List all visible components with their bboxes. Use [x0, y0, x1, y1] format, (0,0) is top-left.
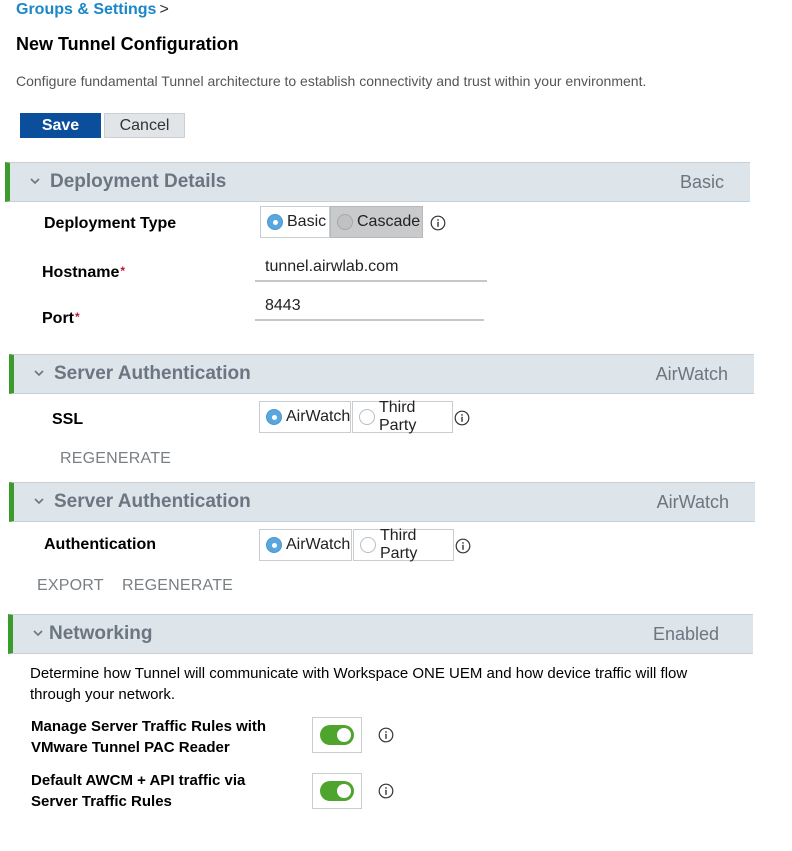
required-marker: * [75, 310, 80, 324]
port-input[interactable] [255, 293, 484, 321]
radio-unselected-icon [360, 537, 376, 553]
awcm-api-toggle-container [312, 773, 362, 809]
section-status: Enabled [652, 623, 719, 644]
breadcrumb [16, 1, 169, 19]
pac-reader-toggle[interactable] [320, 725, 354, 745]
section-header-networking[interactable] [8, 614, 753, 654]
section-status: AirWatch [656, 491, 729, 512]
breadcrumb-separator: > [159, 1, 169, 18]
regenerate-ssl-button[interactable]: REGENERATE [60, 450, 172, 467]
radio-label: Basic [287, 213, 327, 230]
radio-selected-icon [266, 537, 282, 553]
chevron-down-icon [32, 366, 46, 380]
pac-reader-toggle-container [312, 717, 362, 753]
radio-unselected-icon [359, 409, 375, 425]
radio-label: Cascade [357, 213, 421, 230]
ssl-label: SSL [52, 411, 84, 428]
toggle-label-pac-reader: Manage Server Traffic Rules with VMware Tunnel PAC Reader [31, 718, 267, 756]
info-icon[interactable] [455, 538, 471, 554]
breadcrumb-link-groups-settings[interactable]: Groups & Settings [16, 1, 157, 18]
info-icon[interactable] [378, 727, 394, 743]
radio-selected-icon [266, 409, 282, 425]
radio-label: AirWatch [286, 536, 351, 553]
radio-unselected-icon [337, 214, 353, 230]
radio-label: Third Party [380, 527, 418, 562]
radio-auth-airwatch[interactable] [259, 529, 352, 561]
radio-ssl-airwatch[interactable] [259, 401, 351, 433]
toggle-label-awcm-api: Default AWCM + API traffic via Server Traffic Rules [31, 772, 246, 810]
port-label: Port* [42, 310, 80, 327]
chevron-down-icon [28, 174, 42, 188]
deployment-type-label: Deployment Type [44, 215, 177, 232]
required-marker: * [120, 264, 126, 278]
networking-description: Determine how Tunnel will communicate with Workspace ONE UEM and how device traffic will flow through your network. [30, 665, 688, 703]
section-title: Server Authentication [54, 491, 251, 512]
chevron-down-icon [32, 494, 46, 508]
radio-ssl-third-party[interactable] [352, 401, 453, 433]
section-title: Deployment Details [50, 171, 227, 192]
awcm-api-toggle[interactable] [320, 781, 354, 801]
save-button[interactable]: Save [20, 113, 101, 138]
section-title: Server Authentication [54, 363, 251, 384]
export-button[interactable]: EXPORT [37, 577, 104, 594]
section-header-deployment-details[interactable] [5, 162, 750, 202]
section-status: Basic [679, 171, 724, 192]
radio-deployment-cascade[interactable] [330, 206, 423, 238]
authentication-label: Authentication [44, 536, 156, 553]
hostname-label: Hostname* [42, 264, 126, 281]
radio-deployment-basic[interactable] [260, 206, 330, 238]
info-icon[interactable] [378, 783, 394, 799]
regenerate-auth-button[interactable]: REGENERATE [122, 577, 234, 594]
hostname-input[interactable] [255, 254, 487, 282]
cancel-button[interactable]: Cancel [104, 113, 185, 138]
info-icon[interactable] [454, 410, 470, 426]
section-header-server-authentication[interactable] [9, 482, 755, 522]
radio-selected-icon [267, 214, 283, 230]
chevron-down-icon [31, 626, 45, 640]
radio-auth-third-party[interactable] [353, 529, 454, 561]
info-icon[interactable] [430, 215, 446, 231]
section-status: AirWatch [655, 363, 728, 384]
section-header-server-authentication-ssl[interactable] [9, 354, 754, 394]
page-title: New Tunnel Configuration [16, 34, 239, 54]
radio-label: AirWatch [286, 408, 351, 425]
section-title: Networking [49, 623, 153, 644]
page-description: Configure fundamental Tunnel architecture to establish connectivity and trust within your environment. [16, 73, 647, 89]
radio-label: Third Party [379, 399, 417, 434]
